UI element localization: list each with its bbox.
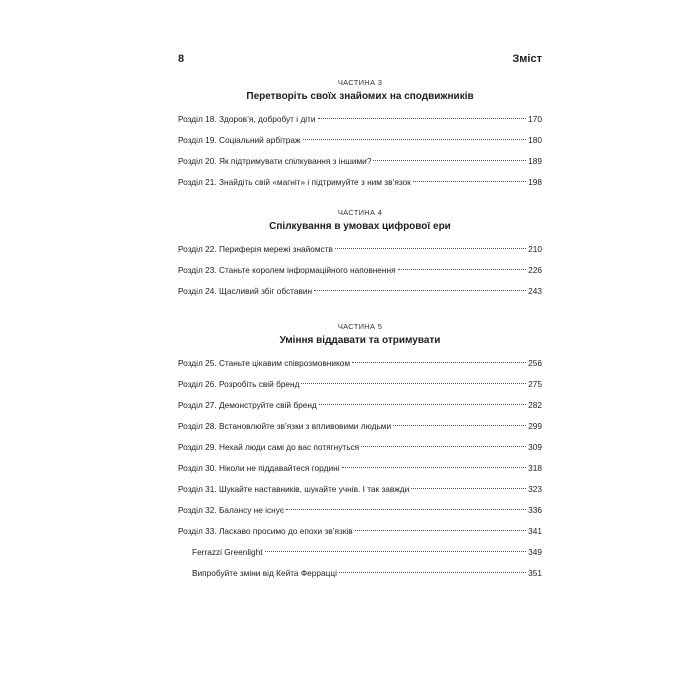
dot-leader [361, 446, 526, 447]
toc-entry-appendix[interactable] [178, 542, 542, 563]
entry-page: 198 [528, 177, 542, 187]
toc-entries [178, 109, 542, 193]
toc-entry[interactable] [178, 437, 542, 458]
toc-entry[interactable] [178, 353, 542, 374]
dot-leader [265, 551, 527, 552]
entry-page: 256 [528, 358, 542, 368]
part-label: ЧАСТИНА 5 [337, 322, 383, 331]
dot-leader [286, 509, 526, 510]
entry-title: Розділ 21. Знайдіть свій «магніт» і підтримуйте з ним зв’язок [178, 177, 411, 187]
dot-leader [352, 362, 526, 363]
entry-page: 351 [528, 568, 542, 578]
entry-title: Розділ 32. Балансу не існує [178, 505, 285, 515]
dot-leader [339, 572, 526, 573]
entry-page: 318 [528, 463, 542, 473]
dot-leader [303, 139, 527, 140]
toc-entries [178, 353, 542, 584]
entry-page: 180 [528, 135, 542, 145]
entry-page: 275 [528, 379, 542, 389]
toc-entry[interactable] [178, 281, 542, 302]
toc-entry[interactable] [178, 521, 542, 542]
dot-leader [342, 467, 527, 468]
entry-title: Розділ 33. Ласкаво просимо до епохи зв’язків [178, 526, 353, 536]
toc-entry[interactable] [178, 500, 542, 521]
toc-entry-appendix[interactable] [178, 563, 542, 584]
toc-entry[interactable] [178, 458, 542, 479]
part-label: ЧАСТИНА 3 [337, 78, 383, 87]
entry-title: Розділ 18. Здоров’я, добробут і діти [178, 114, 316, 124]
entry-page: 226 [528, 265, 542, 275]
entry-title: Розділ 22. Периферія мережі знайомств [178, 244, 333, 254]
dot-leader [413, 181, 526, 182]
entry-title: Випробуйте зміни від Кейта Феррацці [192, 568, 337, 578]
part-5 [178, 322, 542, 584]
toc-entry[interactable] [178, 239, 542, 260]
entry-page: 341 [528, 526, 542, 536]
toc-entry[interactable] [178, 479, 542, 500]
dot-leader [319, 404, 526, 405]
entry-page: 170 [528, 114, 542, 124]
entry-page: 210 [528, 244, 542, 254]
page-header [178, 53, 542, 65]
entry-title: Розділ 29. Нехай люди самі до вас потягнуться [178, 442, 360, 452]
dot-leader [411, 488, 526, 489]
entry-title: Розділ 27. Демонструйте свій бренд [178, 400, 317, 410]
part-4 [178, 208, 542, 302]
entry-title: Розділ 30. Ніколи не піддавайтеся гордині [178, 463, 340, 473]
dot-leader [314, 290, 526, 291]
toc-entry[interactable] [178, 260, 542, 281]
toc-entry[interactable] [178, 395, 542, 416]
part-title: Перетворіть своїх знайомих на сподвижників [246, 91, 474, 102]
entry-title: Розділ 20. Як підтримувати спілкування з іншими? [178, 156, 372, 166]
toc-entry[interactable] [178, 172, 542, 193]
entry-title: Розділ 25. Станьте цікавим співрозмовником [178, 358, 351, 368]
dot-leader [301, 383, 526, 384]
toc-entry[interactable] [178, 374, 542, 395]
toc-entry[interactable] [178, 151, 542, 172]
dot-leader [398, 269, 527, 270]
entry-title: Розділ 26. Розробіть свій бренд [178, 379, 300, 389]
entry-title: Розділ 28. Встановлюйте зв’язки з впливовими людьми [178, 421, 392, 431]
part-title: Уміння віддавати та отримувати [279, 335, 441, 346]
dot-leader [373, 160, 526, 161]
entry-page: 323 [528, 484, 542, 494]
entry-page: 282 [528, 400, 542, 410]
entry-page: 189 [528, 156, 542, 166]
entry-title: Розділ 24. Щасливий збіг обставин [178, 286, 313, 296]
part-label: ЧАСТИНА 4 [337, 208, 383, 217]
part-title: Спілкування в умовах цифрової ери [269, 221, 451, 232]
entry-page: 349 [528, 547, 542, 557]
entry-title: Розділ 31. Шукайте наставників, шукайте учнів. І так завжди [178, 484, 410, 494]
dot-leader [393, 425, 526, 426]
toc-entry[interactable] [178, 130, 542, 151]
entry-title: Розділ 19. Соціальний арбітраж [178, 135, 301, 145]
dot-leader [335, 248, 526, 249]
dot-leader [318, 118, 527, 119]
dot-leader [355, 530, 526, 531]
entry-title: Ferrazzi Greenlight [192, 547, 263, 557]
entry-page: 336 [528, 505, 542, 515]
part-3 [178, 78, 542, 193]
toc-entries [178, 239, 542, 302]
entry-page: 309 [528, 442, 542, 452]
toc-entry[interactable] [178, 109, 542, 130]
page-number: 8 [178, 53, 185, 65]
entry-page: 243 [528, 286, 542, 296]
entry-page: 299 [528, 421, 542, 431]
entry-title: Розділ 23. Станьте королем інформаційного наповнення [178, 265, 396, 275]
toc-entry[interactable] [178, 416, 542, 437]
section-title: Зміст [512, 53, 542, 65]
